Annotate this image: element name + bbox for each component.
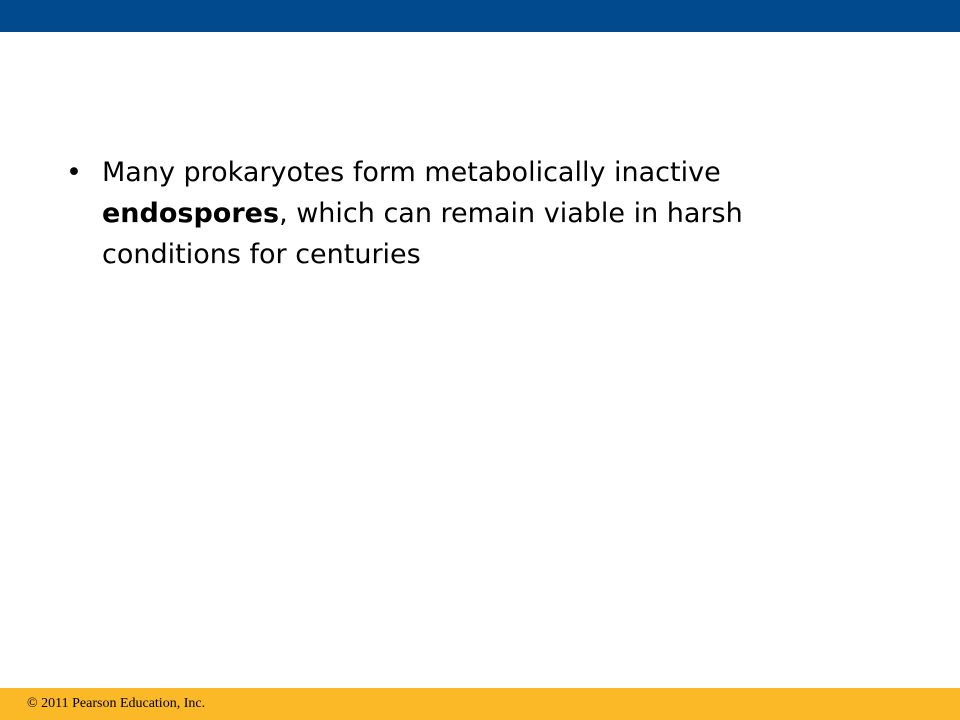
- slide-body: [66, 152, 926, 275]
- bullet-emphasis-term: endospores: [102, 198, 280, 229]
- copyright-text: © 2011 Pearson Education, Inc.: [27, 696, 206, 711]
- bullet-text: [102, 152, 822, 275]
- top-header-bar: [0, 0, 960, 32]
- bullet-item: [66, 152, 926, 275]
- bullet-text-after: , which can remain viable in harsh conditions for centuries: [102, 198, 743, 270]
- bullet-text-before: Many prokaryotes form metabolically inactive: [102, 157, 721, 188]
- bullet-icon: •: [66, 157, 82, 188]
